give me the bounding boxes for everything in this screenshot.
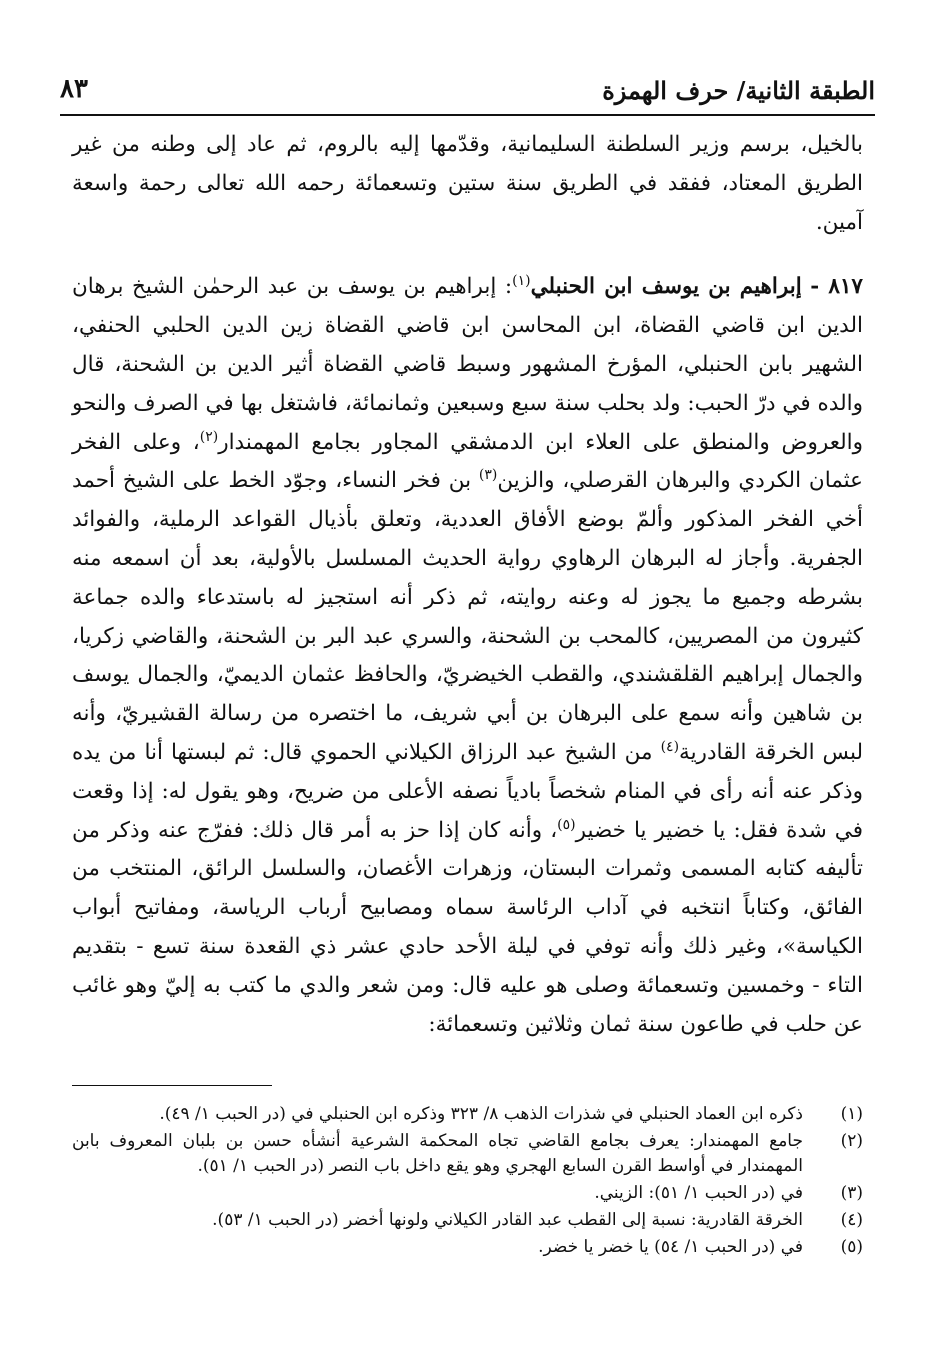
footnote-item	[72, 1235, 863, 1260]
entry-number: ٨١٧ -	[810, 274, 863, 300]
entry-text-a: : إبراهيم بن يوسف بن عبد الرحمٰن الشيخ برهان الدين ابن قاضي القضاة، ابن المحاسن ابن قاضي القضاة زين الدين الحلبي الحنفي، الشهير بابن الحنبلي، المؤرخ المشهور وسبط قاضي القضاة أثير الدين بن الشحنة، قال والده في درّ الحبب: ولد بحلب سنة سبع وسبعين وثمانمائة، فاشتغل بها في الصرف والنحو والعروض والمنطق على العلاء ابن الدمشقي المجاور بجامع المهمندار	[72, 274, 863, 455]
entry-title: إبراهيم بن يوسف ابن الحنبلي	[530, 274, 802, 300]
footnote-number: (١)	[840, 1104, 863, 1124]
footnote-item	[72, 1181, 863, 1206]
page-header	[60, 68, 875, 116]
footnote-item	[72, 1102, 863, 1127]
entry-text-d: من الشيخ عبد الرزاق الكيلاني الحموي قال: ثم لبستها أنا من يده وذكر عنه أنه رأى في المنام شخصاً بادياً نصفه الأعلى من ضريح، وهو يقول له: إذا وقعت في شدة فقل: يا خضير يا خضير	[72, 739, 863, 843]
main-text	[72, 126, 863, 1044]
footnote-text: الخرقة القادرية: نسبة إلى القطب عبد القادر الكيلاني ولونها أخضر (در الحبب ١/ ٥٣).	[212, 1210, 803, 1230]
footnote-ref-2: (٢)	[199, 428, 219, 445]
footnote-number: (٥)	[840, 1237, 863, 1257]
footnote-ref-3: (٣)	[478, 467, 498, 484]
footnote-ref-4: (٤)	[660, 738, 680, 755]
footnote-ref-5: (٥)	[557, 816, 576, 833]
footnote-number: (٢)	[840, 1131, 863, 1151]
footnote-item	[72, 1129, 863, 1179]
page-number: ٨٣	[60, 74, 88, 104]
footnote-ref-1: (١)	[512, 273, 531, 290]
footnote-number: (٤)	[840, 1210, 863, 1230]
running-title: الطبقة الثانية/ حرف الهمزة	[602, 76, 875, 105]
entry-text-b: ، وعلى الفخر عثمان الكردي والبرهان القرصلي، والزين	[72, 429, 864, 494]
footnote-text: في (در الحبب ١/ ٥٤) يا خضر يا خضر.	[538, 1237, 803, 1257]
paragraph-continuation: بالخيل، برسم وزير السلطنة السليمانية، وقدّمها إليه بالروم، ثم عاد إلى وطنه من غير الطريق المعتاد، ففقد في الطريق سنة ستين وتسعمائة رحمه الله تعالى رحمة واسعة آمين.	[72, 132, 863, 235]
entry-text-e: ، وأنه كان إذا حز به أمر قال ذلك: ففرّج عنه وذكر من تأليفه كتابه المسمى وثمرات البستان، وزهرات الأغصان، والسلسل الرائق، المنتخب من الفائق، وكتاباً انتخبه في آداب الرئاسة سماه ومصابيح أرباب الرياسة، ومفاتيح أبواب الكياسة»، وغير ذلك وأنه توفي في ليلة الأحد حادي عشر ذي القعدة سنة تسع - بتقديم التاء - وخمسين وتسعمائة وصلى هو عليه قال: ومن شعر والدي ما كتب به إليّ وهو غائب عن حلب في طاعون سنة ثمان وثلاثين وتسعمائة:	[72, 817, 863, 1037]
footnote-text: ذكره ابن العماد الحنبلي في شذرات الذهب ٨/ ٣٢٣ وذكره ابن الحنبلي في (در الحبب ١/ ٤٩).	[159, 1104, 803, 1124]
footnote-number: (٣)	[840, 1183, 863, 1203]
footnotes	[72, 1085, 863, 1262]
entry-text-c: بن فخر النساء، وجوّد الخط على الشيخ أحمد أخي الفخر المذكور وألمّ بوضع الأفاق العددية، وتعلق بأذيال القواعد الرملية، والفوائد الجفرية. وأجاز له البرهان الرهاوي رواية الحديث المسلسل بالأولية، بعد أن اسمعه منه بشرطه وجميع ما يجوز له وعنه روايته، ثم ذكر أنه استجيز له باستدعاء والده جماعة كثيرون من المصريين، كالمحب بن الشحنة، والسري عبد البر بن الشحنة، والقاضي زكريا، والجمال إبراهيم القلقشندي، والقطب الخيضريّ، والحافظ عثمان الديميّ، والجمال يوسف بن شاهين وأنه سمع على البرهان بن أبي شريف، ما اختصره من رسالة القشيريّ، وأنه لبس الخرقة القادرية	[72, 468, 864, 765]
footnote-text: جامع المهمندار: يعرف بجامع القاضي تجاه المحكمة الشرعية أنشأه حسن بن بلبان المعروف بابن المهمندار في أواسط القرن السابع الهجري وهو يقع داخل باب النصر (در الحبب ١/ ٥١).	[72, 1131, 803, 1176]
footnote-divider	[72, 1085, 272, 1086]
entry-817	[72, 268, 863, 1044]
footnote-item	[72, 1208, 863, 1233]
footnote-text: في (در الحبب ١/ ٥١): الزيني.	[594, 1183, 803, 1203]
